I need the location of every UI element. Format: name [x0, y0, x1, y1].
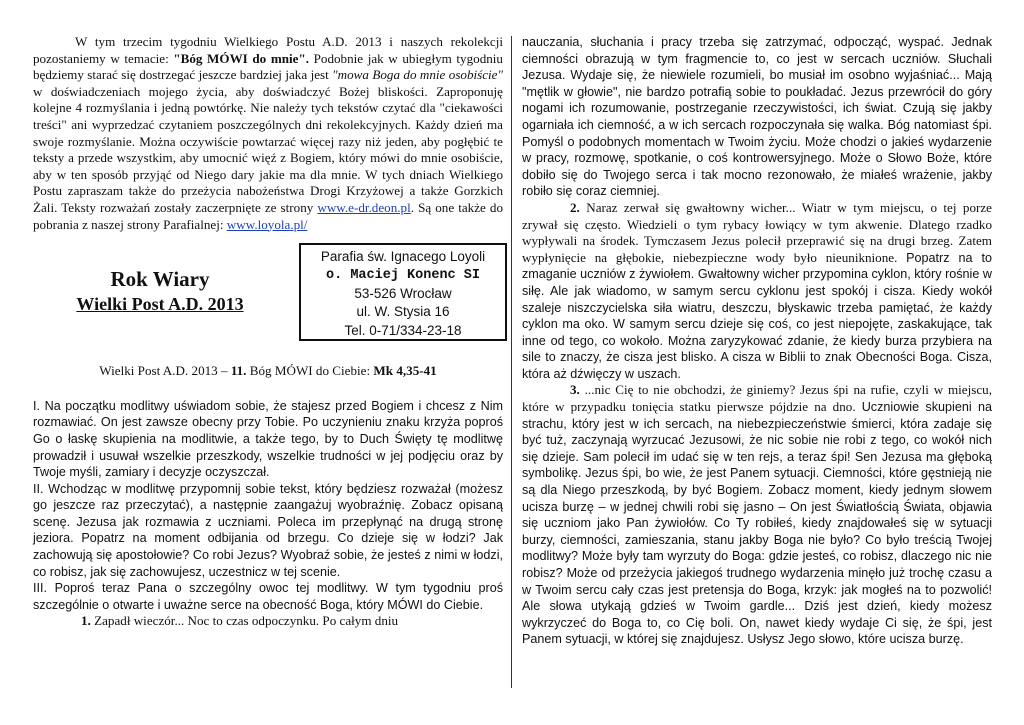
point-2	[522, 200, 992, 383]
heading-pre: Wielki Post A.D. 2013 –	[99, 363, 231, 379]
point-1-num: 1.	[81, 613, 91, 629]
point-1-text: Zapadł wieczór... Noc to czas odpoczynku. Po całym dniu	[90, 613, 399, 629]
parish-priest: o. Maciej Konenc SI	[326, 267, 480, 283]
point-2-num: 2.	[570, 199, 580, 215]
intro-quote: "mowa Boga do mnie osobiście"	[332, 67, 503, 83]
parish-street: ul. W. Stysia 16	[356, 304, 450, 320]
title-block	[33, 243, 503, 355]
point-1	[33, 613, 503, 630]
page-title	[55, 267, 265, 316]
meditation-heading	[33, 363, 503, 380]
intro-text-2: Podobnie jak w ubiegłym tygodniu będziemy starać się dostrzegać jeszcze bardziej jaka jest	[33, 50, 503, 83]
point-2-text-a: Naraz zerwał się gwałtowny wicher... Wiatr w tym miejscu, o tej porze zrywał się często. Wiedzieli o tym rybacy łowiący w tym akwenie. Dlatego rzadko wypływali na środek. Tymczasem Jezus polecił przeprawić się na drugi brzeg. Zatem wypłynięcie na głębokie, niebezpieczne wody było nieuniknione.	[522, 199, 992, 265]
point-3	[522, 382, 992, 648]
intro-text-1: W tym trzecim tygodniu Wielkiego Postu A.D. 2013 i naszych rekolekcji pozostaniemy w temacie:	[33, 34, 503, 66]
point-2-text-b: Popatrz na to zmaganie uczniów z żywiołem. Gwałtowny wicher przypomina cyklon, który rośnie w siłę. Ale jak wiadomo, w samym sercu cyklonu jest spokój i cisza. Kiedy wokół szaleje niszczycielska siła wiatru, deszczu, błyskawic trzeba pamiętać, że każdy cyklon ma oko. W samym sercu dzieje się coś, co jest niepojęte, zaskakujące, tak inne od tego, co wokoło. Można zaryzykować zdanie, że kiedy burza przybiera na sile to znaczy, że cisza jest blisko. A cisza w Biblii to znak Obecności Boga. Cisza, która aż dźwięczy w uszach.	[522, 250, 992, 381]
column-divider	[511, 36, 512, 688]
parish-name: Parafia św. Ignacego Loyoli	[320, 249, 486, 265]
intro-theme: "Bóg MÓWI do mnie".	[173, 50, 310, 66]
link-loyola[interactable]: www.loyola.pl/	[226, 216, 308, 232]
heading-ref: Mk 4,35-41	[373, 363, 437, 379]
heading-num: 11.	[230, 363, 247, 379]
link-e-dr[interactable]: www.e-dr.deon.pl	[317, 199, 411, 215]
section-1: I. Na początku modlitwy uświadom sobie, że stajesz przed Bogiem i chcesz z Nim rozmawiać. On jest zawsze obecny przy Tobie. Po uczynieniu znaku krzyża poproś Go o łaskę skupienia na modlitwie, a także tego, by to Duch Święty tę modlitwę prowadził i usuwał wszelkie przeszkody, wszelkie trudności w jej podjęciu oraz by Twoje myśli, zamiary i decyzje oczyszczał.	[33, 398, 503, 480]
intro-paragraph	[33, 34, 503, 233]
intro-text-4: . Są one także do pobrania z naszej strony Parafialnej:	[33, 199, 503, 232]
point-1-continued: nauczania, słuchania i pracy trzeba się zatrzymać, odpocząć, wyspać. Jednak ciemności obrazują w tym fragmencie to, co jest w sercach uczniów. Słuchali Jezusa. Wydaje się, że niewiele rozumieli, bo musiał im osobno wyjaśniać... Mają "mętlik w głowie", nie bardzo potrafią sobie to poukładać. Jezus przewrócił do góry nogami ich rozumowanie, postrzeganie rzeczywistości, ich świat. Czują się jakby ogarniała ich ciemność, a w ich sercach rozpoczynała się walka. Bóg natomiast śpi. Pomyśl o podobnych momentach w Twoim życiu. Może chodzi o jakieś wydarzenie w pracy, rozmowę, spotkanie, o coś kontrowersyjnego. Może o Słowo Boże, które dobiło się do Twojego serca i tak mocno rezonowało, że miałeś wrażenie, jakby robiło się coraz ciemniej.	[522, 35, 992, 199]
title-wielki-post: Wielki Post A.D. 2013	[76, 294, 244, 315]
point-3-num: 3.	[570, 382, 580, 398]
left-column	[33, 34, 503, 630]
parish-postal: 53-526 Wrocław	[354, 285, 452, 301]
right-column	[522, 34, 992, 648]
intro-text-3: w doświadczeniach mojego życia, aby doświadczyć Bożej bliskości. Zaproponuję kolejne 4 rozmyślania i jedną powtórkę. Nie należy tych tekstów czytać dla "ciekawości treści" ani wyprzedzać czytaniem poszczególnych dni rekolekcyjnych. Każdy dzień ma swoje rozmyślanie. Można oczywiście powtarzać więcej razy niż jeden, aby pogłębić te teksty a przede wszystkim, aby umocnić więź z Bogiem, który mówi do mnie osobiście, aby w ten sposób przyjąć od Niego dary jakie ma dla mnie. W tych dniach Wielkiego Postu zapraszam także do przeżycia nabożeństwa Drogi Krzyżowej a także Gorzkich Żali. Teksty rozważań zostały zaczerpnięte ze strony	[33, 83, 503, 215]
heading-mid: Bóg MÓWI do Ciebie:	[246, 363, 374, 379]
section-3: III. Poproś teraz Pana o szczególny owoc tej modlitwy. W tym tygodniu proś szczególnie o otwarte i uważne serce na obecność Boga, który MÓWI do Ciebie.	[33, 581, 503, 612]
parish-box	[299, 243, 507, 341]
point-3-text-b: Uczniowie skupieni na strachu, który jest w ich sercach, na niebezpieczeństwie śmierci, która zadaje się być tuż, zaczynają wyrzucać Jezusowi, że nic sobie nie robi z tego, co wokół nich się dzieje. Sam polecił im udać się w ten rejs, a teraz śpi! Sen Jezusa ma głęboką symbolikę. Jezus śpi, bo wie, że jest Panem sytuacji. Ciemności, które gęstnieją nie są dla Niego przeszkodą, by być Bogiem. Zobacz moment, kiedy jednym słowem ucisza burzę – w jednej chwili robi się jasno – On jest Światłością Świata, objawia się uczniom jako Pan żywiołów. Co Ty robiłeś, kiedy znajdowałeś się w sytuacji burzy, ciemności, zamieszania, stanu jakby Boga nie było? Co było treścią Twojej modlitwy? Może były tam wyrzuty do Boga: gdzie jesteś, co robisz, dlaczego nic nie robisz? Może od przeżycia jakiegoś trudnego wydarzenia minęło już trochę czasu a w Twoim sercu cały czas jest pretensja do Boga, krzyk: jak mogłeś na to pozwolić! Ale słowa utykają gdzieś w Twoim gardle... Dziś jest dzień, kiedy możesz wykrzyczeć do Boga to, co Cię boli. On, nawet kiedy wydaje Ci się, że śpi, jest Panem sytuacji, w której się znajdujesz. Usłysz Jego słowo, które ucisza burzę.	[522, 400, 992, 647]
title-rok-wiary: Rok Wiary	[110, 267, 210, 292]
parish-phone: Tel. 0-71/334-23-18	[344, 322, 462, 338]
section-2: II. Wchodząc w modlitwę przypomnij sobie tekst, który będziesz rozważał (możesz go jeszcze raz przeczytać), a następnie zaangażuj wyobraźnię. Zobacz opisaną scenę. Jezusa jak rozmawia z uczniami. Poleca im przepłynąć na drugą stronę jeziora. Popatrz na moment odbijania od brzegu. Co dzieje się w łodzi? Jak zachowują się apostołowie? Co robi Jezus? Wyobraź sobie, że jesteś z nimi w łodzi, co robisz, jak się zachowujesz, uczestnicz w tej scenie.	[33, 481, 503, 579]
point-3-text-a: ...nic Cię to nie obchodzi, że giniemy? Jezus śpi na rufie, czyli w miejscu, które w przypadku tonięcia statku pierwsze pójdzie na dno.	[522, 382, 992, 415]
